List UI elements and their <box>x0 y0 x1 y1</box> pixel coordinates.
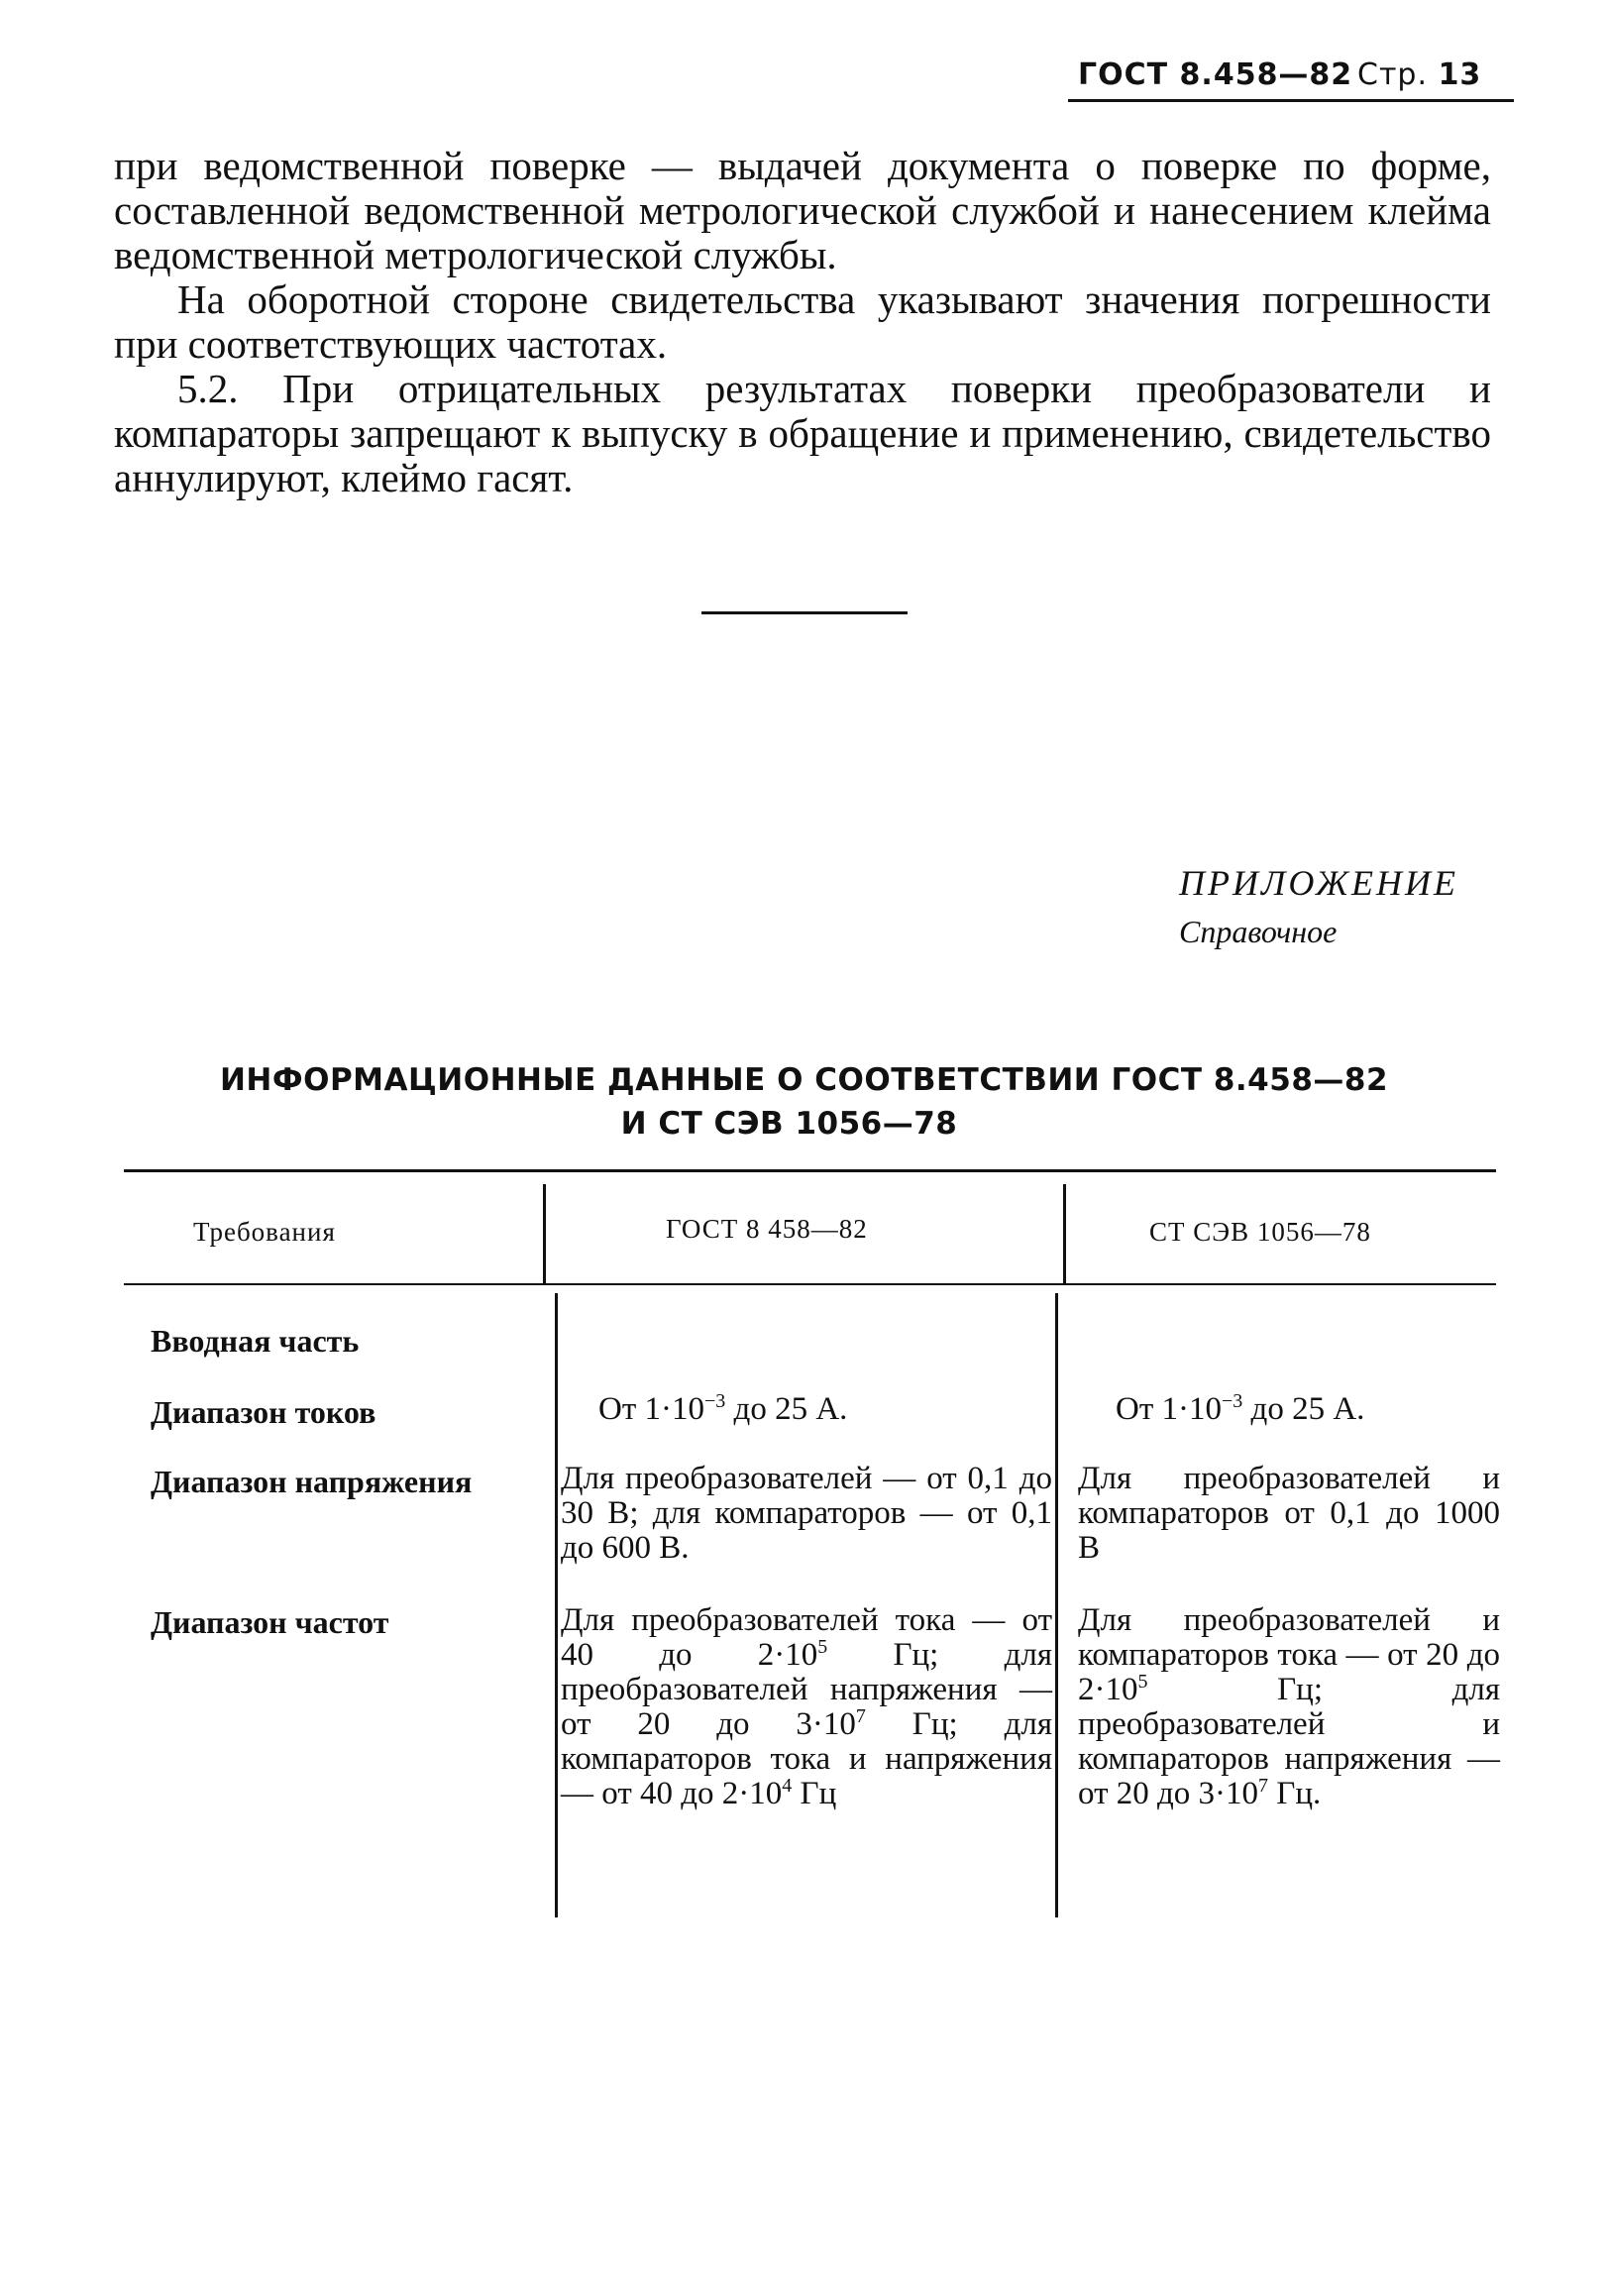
info-title-line-1: ИНФОРМАЦИОННЫЕ ДАННЫЕ О СООТВЕТСТВИИ ГОСТ 8.458—82 <box>219 1062 1389 1098</box>
appendix-title: ПРИЛОЖЕНИЕ <box>1179 863 1458 903</box>
table-row-4-gost-part-3: Гц; для компараторов тока и напряжения — от 40 до 2·10 <box>561 1706 1053 1811</box>
column-divider-body-2 <box>1055 1293 1058 1917</box>
table-row-4-gost-exponent-3: 4 <box>782 1775 793 1797</box>
info-title-line-2: И СТ СЭВ 1056—78 <box>620 1106 958 1142</box>
table-row-1-requirement: Вводная часть <box>151 1323 360 1359</box>
table-row-4-st-sev-exponent-2: 7 <box>1258 1775 1269 1797</box>
table-row-2-gost-exponent: −3 <box>704 1390 726 1412</box>
paragraph-1: при ведомственной поверке — выдачей документа о поверке по форме, составленной ведомственной метрологической службой и нанесением клейма ведомственной метрологической службы. <box>114 143 1491 277</box>
table-row-4-gost-exponent-2: 7 <box>855 1705 866 1727</box>
table-row-4-gost-part-4: Гц <box>792 1776 837 1811</box>
table-row-3-gost: Для преобразователей — от 0,1 до 30 В; для компараторов — от 0,1 до 600 В. <box>561 1461 1052 1566</box>
table-row-2-st-sev <box>1116 1392 1538 1427</box>
header-page-label: Стр. <box>1357 57 1429 92</box>
table-row-3-requirement: Диапазон напряжения <box>151 1464 473 1499</box>
table-header-requirements: Требования <box>193 1217 336 1247</box>
header-rule <box>1068 99 1514 102</box>
table-row-2-requirement: Диапазон токов <box>151 1394 376 1430</box>
header-standard: ГОСТ 8.458—82 <box>1078 57 1353 92</box>
table-row-4-gost-part-2: Гц; для преобразователей напряжения — от 20 до 3·10 <box>561 1637 1052 1742</box>
table-header-st-sev: СТ СЭВ 1056—78 <box>1149 1217 1371 1247</box>
table-row-4-st-sev-part-2: Гц; для преобразователей и компараторов напряжения — от 20 до 3·10 <box>1078 1672 1500 1811</box>
appendix-subtitle: Справочное <box>1179 914 1338 949</box>
table-top-rule <box>124 1169 1496 1172</box>
table-row-4-gost-exponent-1: 5 <box>817 1636 828 1658</box>
paragraph-2: На оборотной стороне свидетельства указывают значения погрешности при соответствующих частотах. <box>114 276 1491 367</box>
table-row-4-st-sev-part-1: Для преобразователей и компараторов тока — от 20 до 2·10 <box>1078 1602 1500 1707</box>
table-row-2-gost-text-end: до 25 А. <box>725 1391 848 1427</box>
column-divider-header-2 <box>1063 1184 1066 1283</box>
header-page-number: 13 <box>1438 57 1482 92</box>
table-row-4-requirement: Диапазон частот <box>151 1604 389 1640</box>
table-row-4-st-sev-part-3: Гц. <box>1268 1776 1322 1811</box>
table-row-4-st-sev <box>1078 1603 1500 1811</box>
column-divider-body-1 <box>555 1293 558 1917</box>
table-row-2-st-sev-text-end: до 25 А. <box>1242 1391 1365 1427</box>
header-page <box>1357 57 1481 92</box>
table-row-2-gost <box>598 1392 1090 1427</box>
paragraph-3: 5.2. При отрицательных результатах поверки преобразователи и компараторы запрещают к выпуску в обращение и применению, свидетельство аннулируют, клеймо гасят. <box>114 366 1491 500</box>
table-row-4-gost <box>561 1603 1052 1811</box>
table-row-4-gost-part-1: Для преобразователей тока — от 40 до 2·10 <box>561 1602 1052 1673</box>
info-title <box>0 1058 1608 1146</box>
table-header-gost: ГОСТ 8 458—82 <box>666 1214 868 1244</box>
table-row-4-st-sev-exponent-1: 5 <box>1137 1671 1148 1693</box>
table-row-2-st-sev-exponent: −3 <box>1222 1390 1243 1412</box>
table-row-3-st-sev: Для преобразователей и компараторов от 0,1 до 1000 В <box>1078 1461 1500 1566</box>
table-row-2-st-sev-text: От 1·10 <box>1116 1391 1222 1427</box>
section-separator <box>701 611 908 614</box>
appendix-label <box>1179 862 1458 950</box>
table-row-2-gost-text: От 1·10 <box>598 1391 704 1427</box>
column-divider-header-1 <box>543 1184 546 1283</box>
body-text <box>114 144 1491 500</box>
table-header-rule <box>124 1283 1496 1285</box>
